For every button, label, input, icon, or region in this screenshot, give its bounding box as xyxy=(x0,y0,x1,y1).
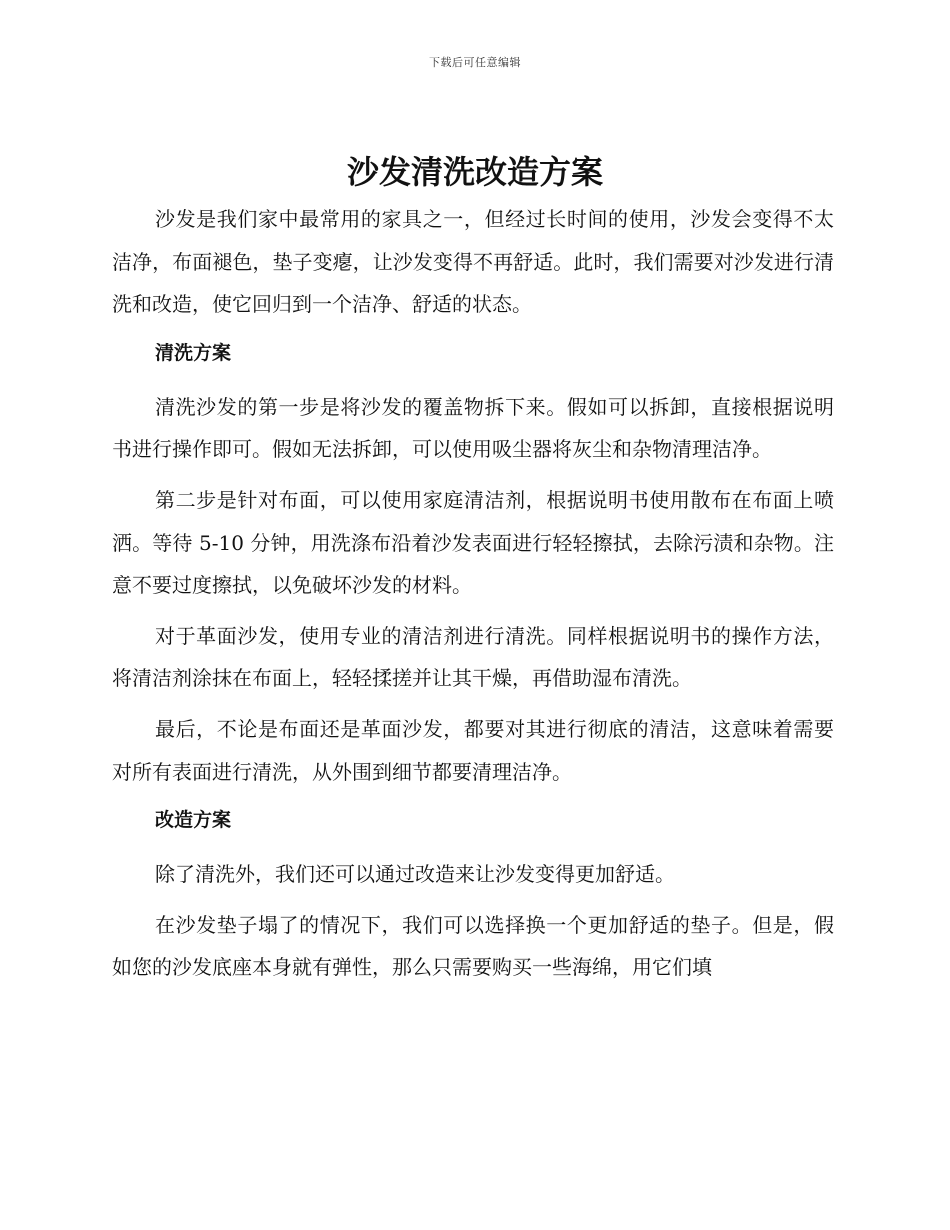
cleaning-paragraph-4: 最后，不论是布面还是革面沙发，都要对其进行彻底的清洁，这意味着需要对所有表面进行清洗，从外围到细节都要清理洁净。 xyxy=(112,716,834,784)
cleaning-paragraph-3: 对于革面沙发，使用专业的清洁剂进行清洗。同样根据说明书的操作方法，将清洁剂涂抹在布面上，轻轻揉搓并让其干燥，再借助湿布清洗。 xyxy=(112,623,834,691)
cleaning-paragraph-1: 清洗沙发的第一步是将沙发的覆盖物拆下来。假如可以拆卸，直接根据说明书进行操作即可。假如无法拆卸，可以使用吸尘器将灰尘和杂物清理洁净。 xyxy=(112,394,834,462)
document-title: 沙发清洗改造方案 xyxy=(346,153,603,191)
renovation-paragraph-1: 除了清洗外，我们还可以通过改造来让沙发变得更加舒适。 xyxy=(155,862,675,887)
section-heading-renovation: 改造方案 xyxy=(155,809,232,832)
renovation-paragraph-2: 在沙发垫子塌了的情况下，我们可以选择换一个更加舒适的垫子。但是，假如您的沙发底座本身就有弹性，那么只需要购买一些海绵，用它们填 xyxy=(112,912,834,980)
header-note: 下载后可任意编辑 xyxy=(429,56,521,69)
document-body xyxy=(112,198,834,997)
intro-paragraph: 沙发是我们家中最常用的家具之一，但经过长时间的使用，沙发会变得不太洁净，布面褪色，垫子变瘪，让沙发变得不再舒适。此时，我们需要对沙发进行清洗和改造，使它回归到一个洁净、舒适的状态。 xyxy=(112,207,834,317)
section-heading-cleaning: 清洗方案 xyxy=(155,341,232,364)
cleaning-paragraph-2: 第二步是针对布面，可以使用家庭清洁剂，根据说明书使用散布在布面上喷洒。等待 5-10 分钟，用洗涤布沿着沙发表面进行轻轻擦拭，去除污渍和杂物。注意不要过度擦拭，以免破坏沙发的材料。 xyxy=(112,487,834,598)
